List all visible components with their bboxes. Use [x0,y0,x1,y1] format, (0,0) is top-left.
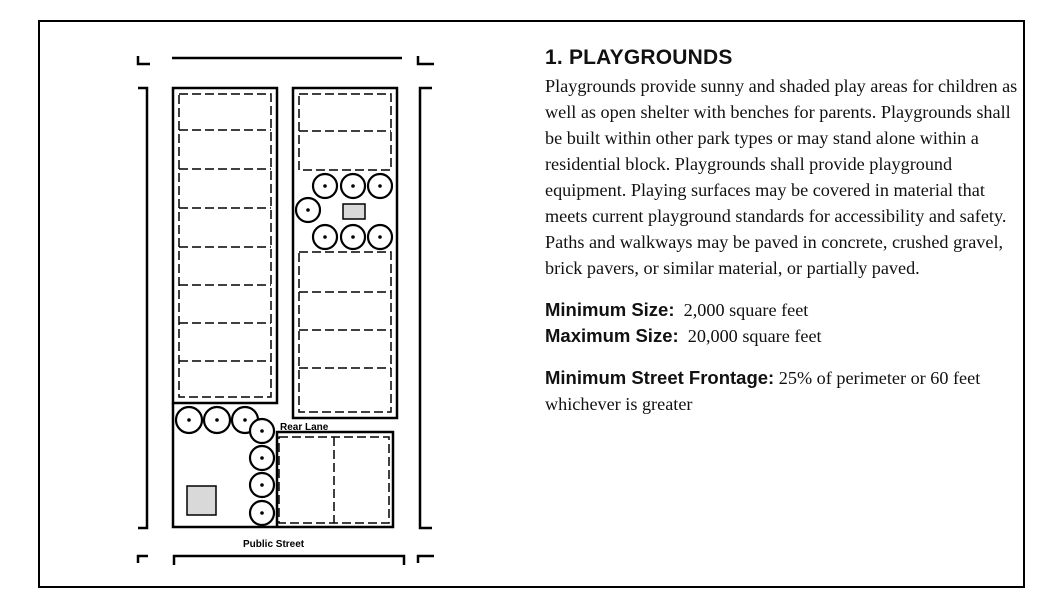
left-block [173,88,277,403]
maximum-size-label: Maximum Size: [545,325,679,346]
frontage-spec [545,365,1015,417]
minimum-size-value: 2,000 square feet [683,300,809,320]
maximum-size-value: 20,000 square feet [687,326,822,346]
description-paragraph: Playgrounds provide sunny and shaded play areas for children as well as open shelter with benches for parents. Playgrounds shall be built within other park types or may stand alone within a residential block. Playgrounds shall provide playground equipment. Playing surfaces may be covered in material that meets current playground standards for accessibility and safety. Paths and walkways may be paved in concrete, crushed gravel, brick pavers, or similar material, or partially paved. [545,76,1018,278]
minimum-size-row [545,297,1025,323]
section-heading: 1. PLAYGROUNDS [545,46,733,69]
play-equipment-icon [187,486,216,515]
minimum-size-label: Minimum Size: [545,299,675,320]
public-street-label: Public Street [243,539,305,550]
rear-lane-label: Rear Lane [280,422,329,433]
shelter-icon [343,204,365,219]
text-panel [545,46,1025,417]
frontage-label: Minimum Street Frontage: [545,367,775,388]
right-block [293,88,397,418]
frontage-value: 25% of perimeter or 60 feet whichever is greater [545,368,981,414]
size-specs [545,297,1025,349]
maximum-size-row [545,323,1025,349]
